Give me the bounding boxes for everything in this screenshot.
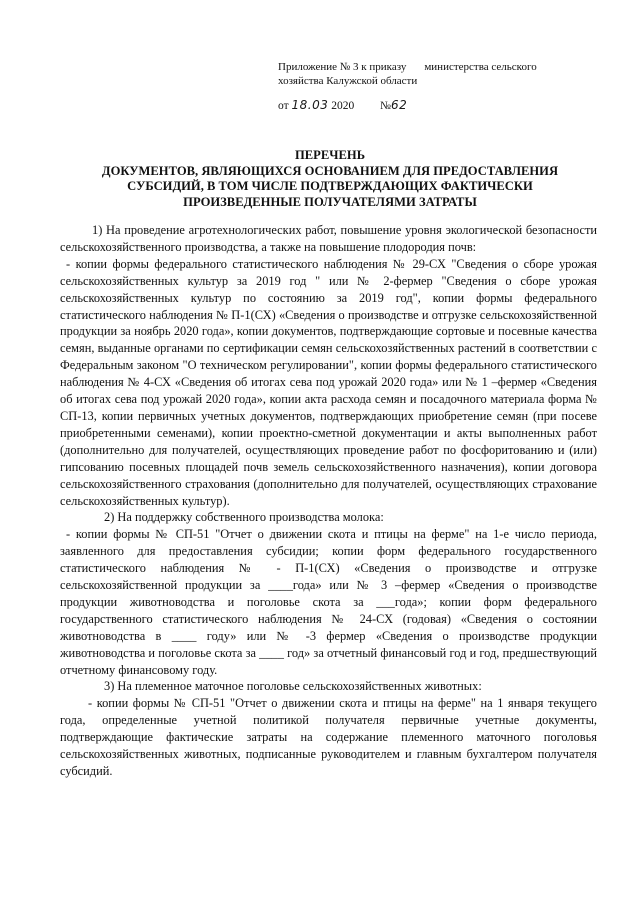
order-number-label: № — [379, 100, 391, 112]
section-1-heading: 1) На проведение агротехнологических работ, повышение уровня экологической безопасности сельскохозяйственного производства, а также на повышение плодородия почв: — [60, 223, 597, 254]
appendix-org: министерства сельского — [424, 61, 537, 73]
section-3-text: - копии формы № СП-51 "Отчет о движении скота и птицы на ферме" на 1 января текущего года, определенные учетной политикой получателя первичные учетные документы, подтверждающие фактические затраты на содержание племенного маточного поголовья сельскохозяйственных животных, подписанные руководителем и главным бухгалтером получателя субсидий. — [60, 696, 597, 778]
appendix-header — [278, 60, 578, 88]
section-3-heading: 3) На племенное маточное поголовье сельскохозяйственных животных: — [104, 679, 482, 694]
section-1-text: - копии формы федерального статистического наблюдения № 29-СХ "Сведения о сборе урожая сельскохозяйственных культур за 2019 год " или № 2-фермер "Сведения о сборе урожая сельскохозяйственных культур по состоянию за 2019 год", копии формы федерального статистического наблюдения № П-1(СХ) «Сведения о производстве и отгрузке сельскохозяйственной продукции за ноябрь 2020 года», копии документов, подтверждающие сортовые и посевные качества семян, выданные органами по сертификации семян сельскохозяйственных растений в соответствии с Федеральным законом "О техническом регулировании", копии формы федерального статистического наблюдения № 4-СХ «Сведения об итогах сева под урожай 2020 года» или № 1 –фермер «Сведения об итогах сева под урожай 2020 года», копии акта расхода семян и посадочного материала форма № СП-13, копии первичных учетных документов, подтверждающих приобретение семян (при посеве приобретенными семенами), копии проектно-сметной документации и акты выполненных работ (дополнительно для получателей, осуществляющих проведение работ по фосфоритованию и (или) гипсованию посевных площадей почв земель сельскохозяйственного назначения), копии договора сельскохозяйственного страхования (дополнительно для получателей, осуществляющих страхование сельскохозяйственных культур). — [60, 256, 597, 508]
order-year: 2020 — [331, 100, 355, 112]
order-reference — [278, 98, 407, 113]
appendix-lead: Приложение № 3 к приказу — [278, 61, 407, 73]
title-line-4: ПРОИЗВЕДЕННЫЕ ПОЛУЧАТЕЛЯМИ ЗАТРАТЫ — [183, 194, 477, 209]
section-2-text: - копии формы № СП-51 "Отчет о движении скота и птицы на ферме" на 1-е число периода, заявленного для предоставления субсидии; копии форм федерального государственного статистического наблюдения № - П-1(СХ) «Сведения о производстве и отгрузке сельскохозяйственной продукции за ____года» или № 3 –фермер «Сведения о производстве продукции животноводства и поголовье скота за ___года»; копии форм федерального государственного статистического наблюдения № 24-СХ (годовая) «Сведения о состоянии животноводства в ____ году» или № -3 фермер «Сведения о производстве продукции животноводства и поголовье скота за ____ год» за отчетный финансовый год и год, предшествующий отчетному финансовому году. — [60, 527, 597, 677]
title-line-2: ДОКУМЕНТОВ, ЯВЛЯЮЩИХСЯ ОСНОВАНИЕМ ДЛЯ ПРЕДОСТАВЛЕНИЯ — [101, 163, 559, 178]
section-2-heading: 2) На поддержку собственного производства молока: — [104, 510, 384, 525]
title-line-1: ПЕРЕЧЕНЬ — [294, 148, 366, 162]
order-from-label: от — [278, 100, 289, 112]
title-line-3: СУБСИДИЙ, В ТОМ ЧИСЛЕ ПОДТВЕРЖДАЮЩИХ ФАКТИЧЕСКИ — [127, 179, 533, 193]
document-title — [60, 148, 600, 210]
document-body — [60, 222, 597, 780]
order-number-handwritten: 62 — [390, 98, 408, 112]
order-date-handwritten: 18.03 — [291, 98, 329, 112]
appendix-region: хозяйства Калужской области — [278, 75, 418, 87]
